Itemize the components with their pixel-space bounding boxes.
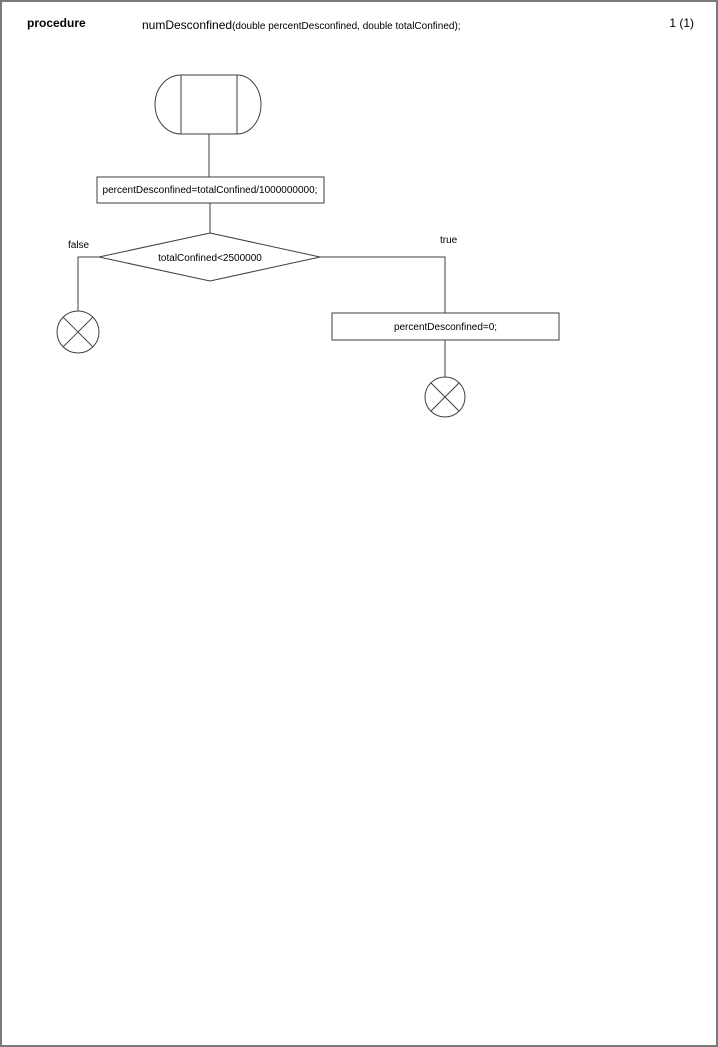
false-branch-label: false <box>68 240 90 251</box>
page-number: 1 (1) <box>669 16 694 30</box>
process2-label: percentDesconfined=0; <box>393 322 498 333</box>
process2-node[interactable] <box>332 313 559 340</box>
start-stadium-icon <box>155 75 261 134</box>
procedure-name: numDesconfined <box>142 18 233 32</box>
start-node[interactable] <box>155 75 261 134</box>
procedure-kind-label: procedure <box>27 16 86 30</box>
true-branch-label: true <box>440 235 458 246</box>
terminator-right-node[interactable] <box>425 377 465 417</box>
false-branch-line <box>78 257 99 311</box>
process1-node[interactable] <box>97 177 324 203</box>
procedure-params: (double percentDesconfined, double totalConfined); <box>232 21 461 32</box>
true-branch-line <box>320 257 445 313</box>
flowchart-canvas <box>2 2 718 1047</box>
terminator-left-node[interactable] <box>57 311 99 353</box>
decision-label: totalConfined<2500000 <box>158 253 262 264</box>
decision-node[interactable] <box>99 233 320 281</box>
process1-label: percentDesconfined=totalConfined/1000000000; <box>102 185 318 196</box>
